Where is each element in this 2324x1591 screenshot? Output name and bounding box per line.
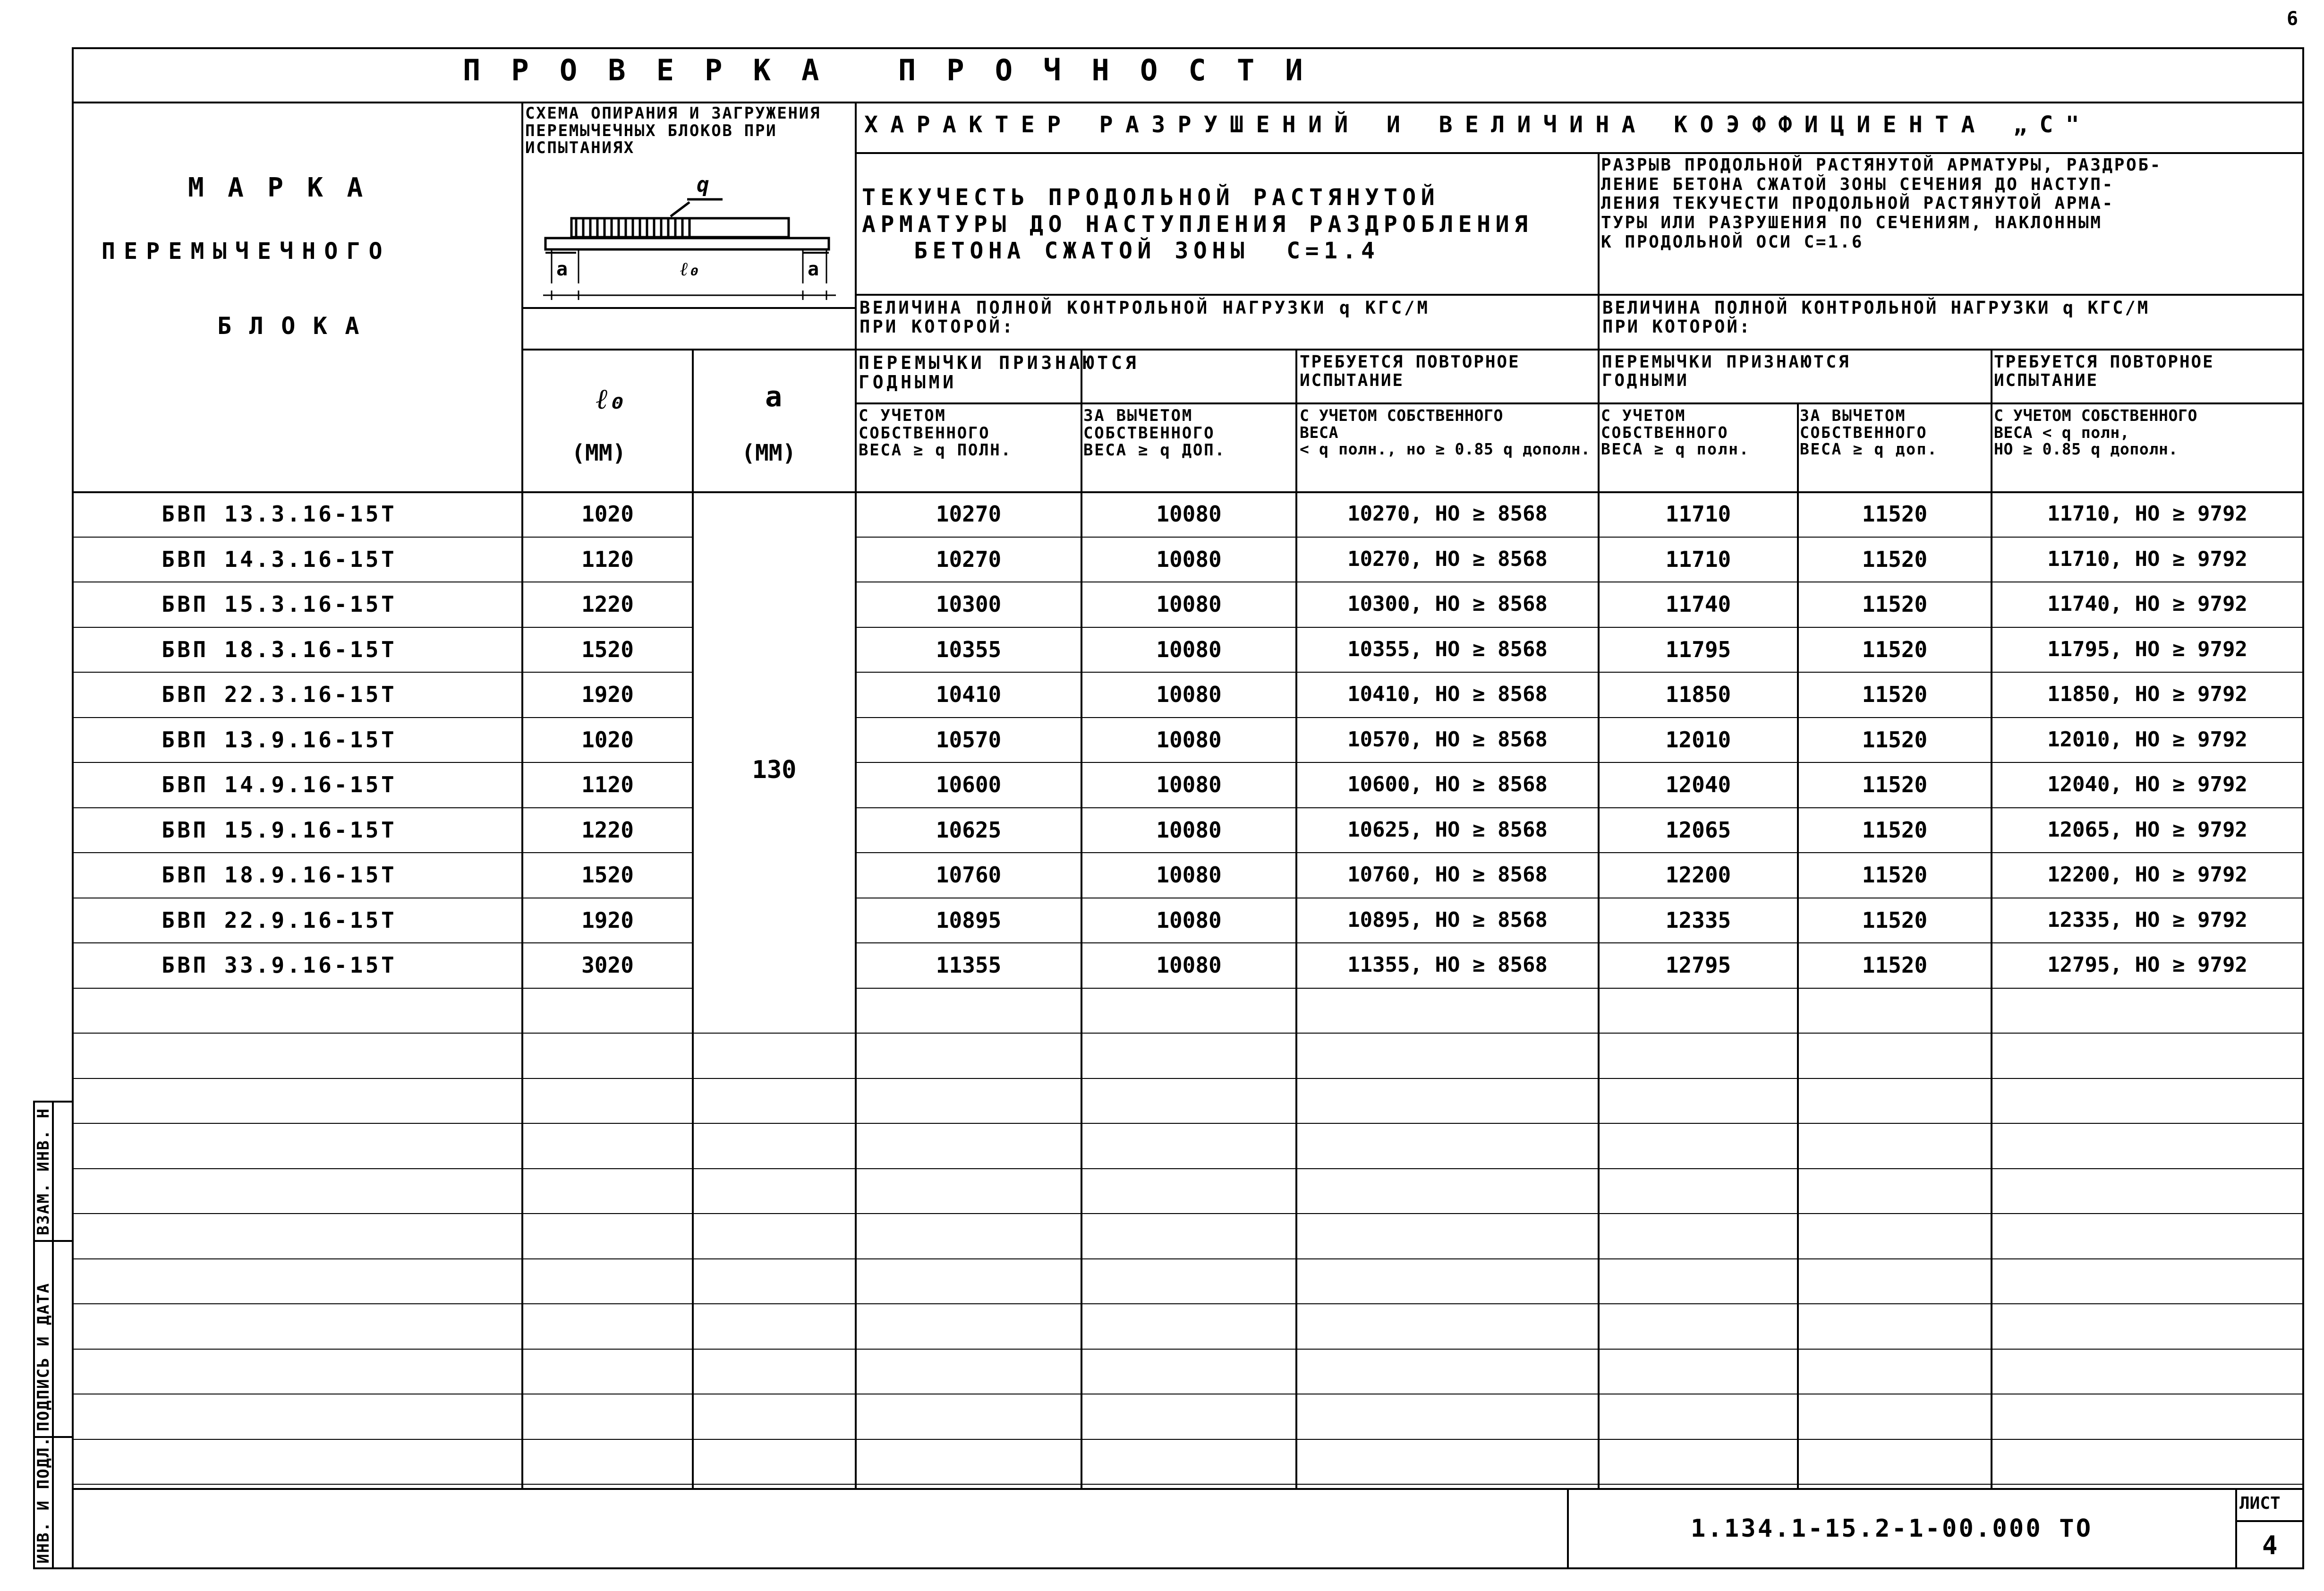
scheme-a-right-label: a <box>808 258 819 280</box>
sub-col-4: С УЧЕТОМ СОБСТВЕННОГО ВЕСА ≥ q полн. <box>1601 406 1750 459</box>
cell-fit2-with-weight: 12040 <box>1665 771 1731 797</box>
retest1-caption: ТРЕБУЕТСЯ ПОВТОРНОЕ ИСПЫТАНИЕ <box>1300 352 1520 390</box>
cell-mark: БВП 33.9.16-15Т <box>162 952 397 978</box>
cell-fit2-with-weight: 11710 <box>1665 501 1731 527</box>
fit1-caption: ПЕРЕМЫЧКИ ПРИЗНАЮТСЯ ГОДНЫМИ <box>859 352 1140 393</box>
cell-l0: 1920 <box>581 681 634 707</box>
cell-fit1-with-weight: 10760 <box>936 862 1002 888</box>
cell-retest2: 11710, НО ≥ 9792 <box>2047 547 2247 572</box>
cell-l0: 1020 <box>581 501 634 527</box>
cell-retest2: 12010, НО ≥ 9792 <box>2047 727 2247 752</box>
cell-fit1-without-weight: 10080 <box>1156 817 1222 843</box>
scheme-diagram <box>524 189 855 307</box>
cell-fit2-without-weight: 11520 <box>1862 771 1928 797</box>
cell-fit1-without-weight: 10080 <box>1156 862 1222 888</box>
cell-fit2-without-weight: 11520 <box>1862 636 1928 662</box>
sub-col-3: С УЧЕТОМ СОБСТВЕННОГО ВЕСА < q полн., но ≥ 0.85 q дополн. <box>1300 406 1591 459</box>
frame-bottom <box>33 1567 2304 1569</box>
sheet-label: ЛИСТ <box>2239 1494 2281 1513</box>
row-line <box>72 1123 2304 1124</box>
cell-mark: БВП 13.9.16-15Т <box>162 727 397 753</box>
cell-l0: 1220 <box>581 817 634 843</box>
cell-l0: 1120 <box>581 546 634 572</box>
cell-fit2-without-weight: 11520 <box>1862 907 1928 933</box>
load2-caption: ВЕЛИЧИНА ПОЛНОЙ КОНТРОЛЬНОЙ НАГРУЗКИ q КГС/М ПРИ КОТОРОЙ: <box>1602 298 2150 337</box>
row-line <box>72 1258 2304 1259</box>
fit2-caption: ПЕРЕМЫЧКИ ПРИЗНАЮТСЯ ГОДНЫМИ <box>1602 352 1851 390</box>
cell-fit1-without-weight: 10080 <box>1156 501 1222 527</box>
cell-fit2-with-weight: 11740 <box>1665 591 1731 617</box>
cell-l0: 1920 <box>581 907 634 933</box>
cell-l0: 1520 <box>581 636 634 662</box>
cell-retest2: 12200, НО ≥ 9792 <box>2047 863 2247 887</box>
cell-retest1: 10270, НО ≥ 8568 <box>1347 502 1548 526</box>
row-line <box>72 1484 2304 1485</box>
cell-retest1: 10410, НО ≥ 8568 <box>1347 682 1548 707</box>
stamp-vzam-inv: ВЗАМ. ИНВ. Н <box>34 1107 53 1235</box>
scheme-q-label: q <box>697 173 709 197</box>
cell-retest2: 11850, НО ≥ 9792 <box>2047 682 2247 707</box>
cell-retest2: 11740, НО ≥ 9792 <box>2047 592 2247 616</box>
retest2-caption: ТРЕБУЕТСЯ ПОВТОРНОЕ ИСПЫТАНИЕ <box>1994 352 2214 390</box>
cell-fit1-with-weight: 10300 <box>936 591 1002 617</box>
cell-fit1-with-weight: 10355 <box>936 636 1002 662</box>
row-line <box>72 1303 2304 1304</box>
cell-retest1: 10270, НО ≥ 8568 <box>1347 547 1548 572</box>
cell-fit1-with-weight: 10625 <box>936 817 1002 843</box>
scheme-caption: СХЕМА ОПИРАНИЯ И ЗАГРУЖЕНИЯ ПЕРЕМЫЧЕЧНЫХ БЛОКОВ ПРИ ИСПЫТАНИЯХ <box>525 104 821 158</box>
row-line <box>72 1033 2304 1034</box>
cell-fit2-with-weight: 12065 <box>1665 817 1731 843</box>
cell-fit2-without-weight: 11520 <box>1862 501 1928 527</box>
sub-col-1: С УЧЕТОМ СОБСТВЕННОГО ВЕСА ≥ q ПОЛН. <box>859 406 1012 460</box>
cell-fit1-with-weight: 10600 <box>936 771 1002 797</box>
row-line <box>72 1439 2304 1440</box>
cell-fit2-with-weight: 11850 <box>1665 681 1731 707</box>
cell-fit2-without-weight: 11520 <box>1862 952 1928 978</box>
stamp-inv-podl: ИНВ. И ПОДЛ. <box>34 1436 53 1564</box>
cell-fit1-without-weight: 10080 <box>1156 636 1222 662</box>
cell-retest2: 12065, НО ≥ 9792 <box>2047 818 2247 842</box>
cell-fit2-without-weight: 11520 <box>1862 817 1928 843</box>
a-value: 130 <box>752 756 797 784</box>
cell-mark: БВП 14.9.16-15Т <box>162 771 397 797</box>
cell-fit1-with-weight: 10270 <box>936 546 1002 572</box>
mark-col-line2: ПЕРЕМЫЧЕЧНОГО <box>102 238 391 265</box>
mark-col-line1: МАРКА <box>188 172 387 203</box>
cell-mark: БВП 18.9.16-15Т <box>162 862 397 888</box>
cell-retest1: 10570, НО ≥ 8568 <box>1347 727 1548 752</box>
cell-retest2: 11795, НО ≥ 9792 <box>2047 637 2247 662</box>
cell-l0: 3020 <box>581 952 634 978</box>
cell-mark: БВП 18.3.16-15Т <box>162 636 397 662</box>
cell-fit1-with-weight: 10270 <box>936 501 1002 527</box>
cell-retest1: 10300, НО ≥ 8568 <box>1347 592 1548 616</box>
frame-top <box>72 47 2304 49</box>
cell-fit1-with-weight: 10410 <box>936 681 1002 707</box>
cell-fit1-without-weight: 10080 <box>1156 546 1222 572</box>
cell-fit2-with-weight: 12200 <box>1665 862 1731 888</box>
cell-mark: БВП 13.3.16-15Т <box>162 501 397 527</box>
cell-retest1: 10895, НО ≥ 8568 <box>1347 908 1548 932</box>
scheme-l0-label: ℓ₀ <box>680 258 700 280</box>
scheme-a-left-label: a <box>556 258 568 280</box>
cell-fit2-with-weight: 11710 <box>1665 546 1731 572</box>
cell-retest1: 11355, НО ≥ 8568 <box>1347 953 1548 977</box>
cell-fit1-without-weight: 10080 <box>1156 727 1222 753</box>
l0-unit: (ММ) <box>571 440 626 466</box>
group1-caption: ТЕКУЧЕСТЬ ПРОДОЛЬНОЙ РАСТЯНУТОЙ АРМАТУРЫ ДО НАСТУПЛЕНИЯ РАЗДРОБЛЕНИЯ БЕТОНА СЖАТОЙ ЗОНЫ C=1.4 <box>862 184 1533 265</box>
cell-fit1-with-weight: 10570 <box>936 727 1002 753</box>
cell-retest1: 10355, НО ≥ 8568 <box>1347 637 1548 662</box>
a-label: a <box>765 380 783 413</box>
mark-col-line3: БЛОКА <box>217 312 377 340</box>
cell-mark: БВП 15.3.16-15Т <box>162 591 397 617</box>
cell-fit1-without-weight: 10080 <box>1156 907 1222 933</box>
cell-fit2-without-weight: 11520 <box>1862 681 1928 707</box>
cell-fit1-without-weight: 10080 <box>1156 771 1222 797</box>
cell-retest1: 10760, НО ≥ 8568 <box>1347 863 1548 887</box>
cell-retest2: 11710, НО ≥ 9792 <box>2047 502 2247 526</box>
cell-fit1-with-weight: 10895 <box>936 907 1002 933</box>
cell-l0: 1020 <box>581 727 634 753</box>
a-unit: (ММ) <box>741 440 796 466</box>
cell-retest2: 12335, НО ≥ 9792 <box>2047 908 2247 932</box>
cell-mark: БВП 22.9.16-15Т <box>162 907 397 933</box>
cell-fit1-without-weight: 10080 <box>1156 952 1222 978</box>
cell-mark: БВП 14.3.16-15Т <box>162 546 397 572</box>
cell-retest1: 10600, НО ≥ 8568 <box>1347 772 1548 797</box>
cell-retest2: 12795, НО ≥ 9792 <box>2047 953 2247 977</box>
page-title: ПРОВЕРКА ПРОЧНОСТИ <box>463 53 1334 87</box>
cell-mark: БВП 22.3.16-15Т <box>162 681 397 707</box>
row-line <box>72 1349 2304 1350</box>
row-line <box>72 1213 2304 1214</box>
sub-col-2: ЗА ВЫЧЕТОМ СОБСТВЕННОГО ВЕСА ≥ q ДОП. <box>1083 406 1226 460</box>
cell-retest1: 10625, НО ≥ 8568 <box>1347 818 1548 842</box>
cell-fit2-without-weight: 11520 <box>1862 546 1928 572</box>
character-title: ХАРАКТЕР РАЗРУШЕНИЙ И ВЕЛИЧИНА КОЭФФИЦИЕНТА „C" <box>864 111 2092 138</box>
cell-l0: 1520 <box>581 862 634 888</box>
cell-fit2-without-weight: 11520 <box>1862 862 1928 888</box>
cell-fit1-with-weight: 11355 <box>936 952 1002 978</box>
cell-mark: БВП 15.9.16-15Т <box>162 817 397 843</box>
cell-fit2-without-weight: 11520 <box>1862 727 1928 753</box>
group2-caption: РАЗРЫВ ПРОДОЛЬНОЙ РАСТЯНУТОЙ АРМАТУРЫ, РАЗДРОБ- ЛЕНИЕ БЕТОНА СЖАТОЙ ЗОНЫ СЕЧЕНИЯ ДО НАСТУП- ЛЕНИЯ ТЕКУЧЕСТИ ПРОДОЛЬНОЙ РАСТЯНУТОЙ АРМА- ТУРЫ ИЛИ РАЗРУШЕНИЯ ПО СЕЧЕНИЯМ, НАКЛОННЫМ К ПРОДОЛЬНОЙ ОСИ C=1.6 <box>1601 155 2162 252</box>
cell-retest2: 12040, НО ≥ 9792 <box>2047 772 2247 797</box>
row-line <box>72 988 692 989</box>
cell-fit2-with-weight: 12335 <box>1665 907 1731 933</box>
stamp-podpis-data: ПОДПИСЬ И ДАТА <box>34 1282 53 1431</box>
sheet-number: 4 <box>2262 1531 2278 1560</box>
row-line <box>72 1078 2304 1079</box>
load1-caption: ВЕЛИЧИНА ПОЛНОЙ КОНТРОЛЬНОЙ НАГРУЗКИ q КГС/М ПРИ КОТОРОЙ: <box>860 298 1430 337</box>
sub-col-6: С УЧЕТОМ СОБСТВЕННОГО ВЕСА < q полн, НО ≥ 0.85 q дополн. <box>1994 406 2198 459</box>
cell-fit1-without-weight: 10080 <box>1156 591 1222 617</box>
cell-l0: 1120 <box>581 771 634 797</box>
cell-fit2-with-weight: 12010 <box>1665 727 1731 753</box>
l0-label: ℓ₀ <box>596 383 625 416</box>
cell-fit2-with-weight: 11795 <box>1665 636 1731 662</box>
cell-fit2-without-weight: 11520 <box>1862 591 1928 617</box>
row-line <box>72 1168 2304 1169</box>
doc-code: 1.134.1-15.2-1-00.000 ТО <box>1691 1514 2093 1543</box>
cell-fit2-with-weight: 12795 <box>1665 952 1731 978</box>
cell-fit1-without-weight: 10080 <box>1156 681 1222 707</box>
sub-col-5: ЗА ВЫЧЕТОМ СОБСТВЕННОГО ВЕСА ≥ q доп. <box>1800 406 1938 459</box>
row-line <box>855 988 2304 989</box>
page-number: 6 <box>2287 8 2298 30</box>
cell-l0: 1220 <box>581 591 634 617</box>
